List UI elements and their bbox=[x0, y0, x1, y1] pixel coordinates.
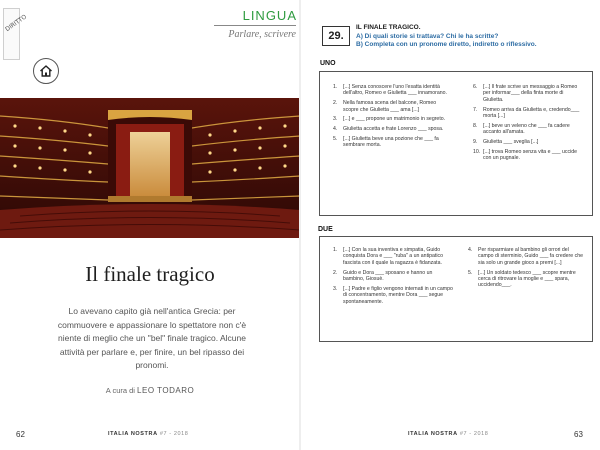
section-one-label: UNO bbox=[320, 60, 336, 67]
list-item: 3. [...] Padre e figlio vengono internati in un campo di concentramento, mentre Dora ___ segue spontaneamente. bbox=[333, 285, 453, 305]
side-tab[interactable] bbox=[3, 8, 29, 60]
footer-magazine: ITALIA NOSTRA bbox=[408, 431, 458, 437]
page-number-right: 63 bbox=[574, 430, 583, 439]
section-one-box bbox=[319, 71, 593, 216]
exercise-instruction-b: B) Completa con un pronome diretto, indiretto o riflessivo. bbox=[356, 41, 537, 48]
list-item: 1. [...] Senza conoscere l'uno l'esatta identità dell'altro, Romeo e Giulietta ___ innamorano. bbox=[333, 84, 447, 97]
section-two-box bbox=[319, 236, 593, 342]
list-item: 8. [...] beve un veleno che ___ fa cadere accanto all'amata. bbox=[473, 122, 570, 136]
footer-issue: #7 - 2018 bbox=[159, 431, 189, 437]
section-one-right-col bbox=[473, 84, 583, 165]
list-item: 2. Guido e Dora ___ sposano e hanno un bambino, Giosuè. bbox=[333, 269, 433, 283]
list-item: 2. Nella famosa scena del balcone, Romeo scopre che Giulietta ___ ama [...] bbox=[333, 100, 437, 113]
list-item: 6. [...] Il frate scrive un messaggio a Romeo per informar___ della finta morte di Giulietta. bbox=[473, 84, 578, 103]
credit bbox=[0, 386, 300, 395]
footer-magazine: ITALIA NOSTRA bbox=[108, 431, 158, 437]
page-title: Il finale tragico bbox=[85, 262, 215, 286]
list-item: 10. [...] trova Romeo senza vita e ___ uccide con un pugnale. bbox=[473, 148, 578, 162]
footer-right bbox=[408, 431, 488, 437]
list-item: 4. Per risparmiare al bambino gli orrori del campo di sterminio, Guido ___ fa credere che sia solo un grande gioco a premi [...] bbox=[468, 247, 583, 266]
section-two-right-col bbox=[468, 247, 584, 292]
subsection-label: Parlare, scrivere bbox=[228, 29, 296, 40]
section-label: LINGUA bbox=[242, 8, 297, 23]
exercise-title: IL FINALE TRAGICO. bbox=[356, 24, 421, 31]
list-item: 4. Giulietta accetta e frate Lorenzo ___ sposa. bbox=[333, 126, 444, 133]
page-gutter bbox=[299, 0, 301, 450]
home-icon bbox=[39, 64, 53, 78]
list-item: 3. [...] e ___ propone un matrimonio in segreto. bbox=[333, 116, 446, 123]
section-one-left-col bbox=[333, 84, 449, 152]
exercise-instruction-a: A) Di quali storie si trattava? Chi le ha scritte? bbox=[356, 32, 499, 40]
credit-prefix: A cura di bbox=[105, 386, 135, 395]
section-two-label: DUE bbox=[318, 226, 333, 233]
section-two-left-col bbox=[333, 247, 455, 308]
theatre-photo bbox=[0, 98, 300, 238]
list-item: 5. [...] Un soldato tedesco ___ scopre mentre cerca di ritrovare la moglie e ___ spara, uccidendo___. bbox=[468, 269, 576, 289]
list-item: 9. Giulietta ___ sveglia [...] bbox=[473, 139, 539, 146]
credit-name: LEO TODARO bbox=[137, 386, 195, 395]
list-item: 5. [...] Giulietta beve una pozione che ___ fa sembrare morta. bbox=[333, 136, 439, 149]
exercise-number: 29. bbox=[322, 26, 350, 46]
side-tab-label: DIRITTO bbox=[4, 13, 29, 34]
home-button[interactable] bbox=[33, 58, 59, 84]
exercise-heading bbox=[356, 24, 592, 50]
intro-text: Lo avevano capito già nell'antica Grecia: per commuovere e appassionare lo spettatore non c'è niente di meglio che un "bel" finale tragico. Alcune attività per parlare e, per finire, un bel ripasso dei pronomi. bbox=[57, 306, 247, 370]
section-divider bbox=[214, 25, 296, 26]
page-number-left: 62 bbox=[16, 430, 25, 439]
list-item: 1. [...] Con la sua inventiva e simpatia, Guido conquista Dora e ___ "ruba" a un antipatico fascista con il quale la ragazza è fidanzata. bbox=[333, 247, 444, 266]
footer-left bbox=[108, 431, 188, 437]
footer-issue: #7 - 2018 bbox=[459, 431, 489, 437]
list-item: 7. Romeo arriva da Giulietta e, credendo___ morta [...] bbox=[473, 106, 580, 120]
